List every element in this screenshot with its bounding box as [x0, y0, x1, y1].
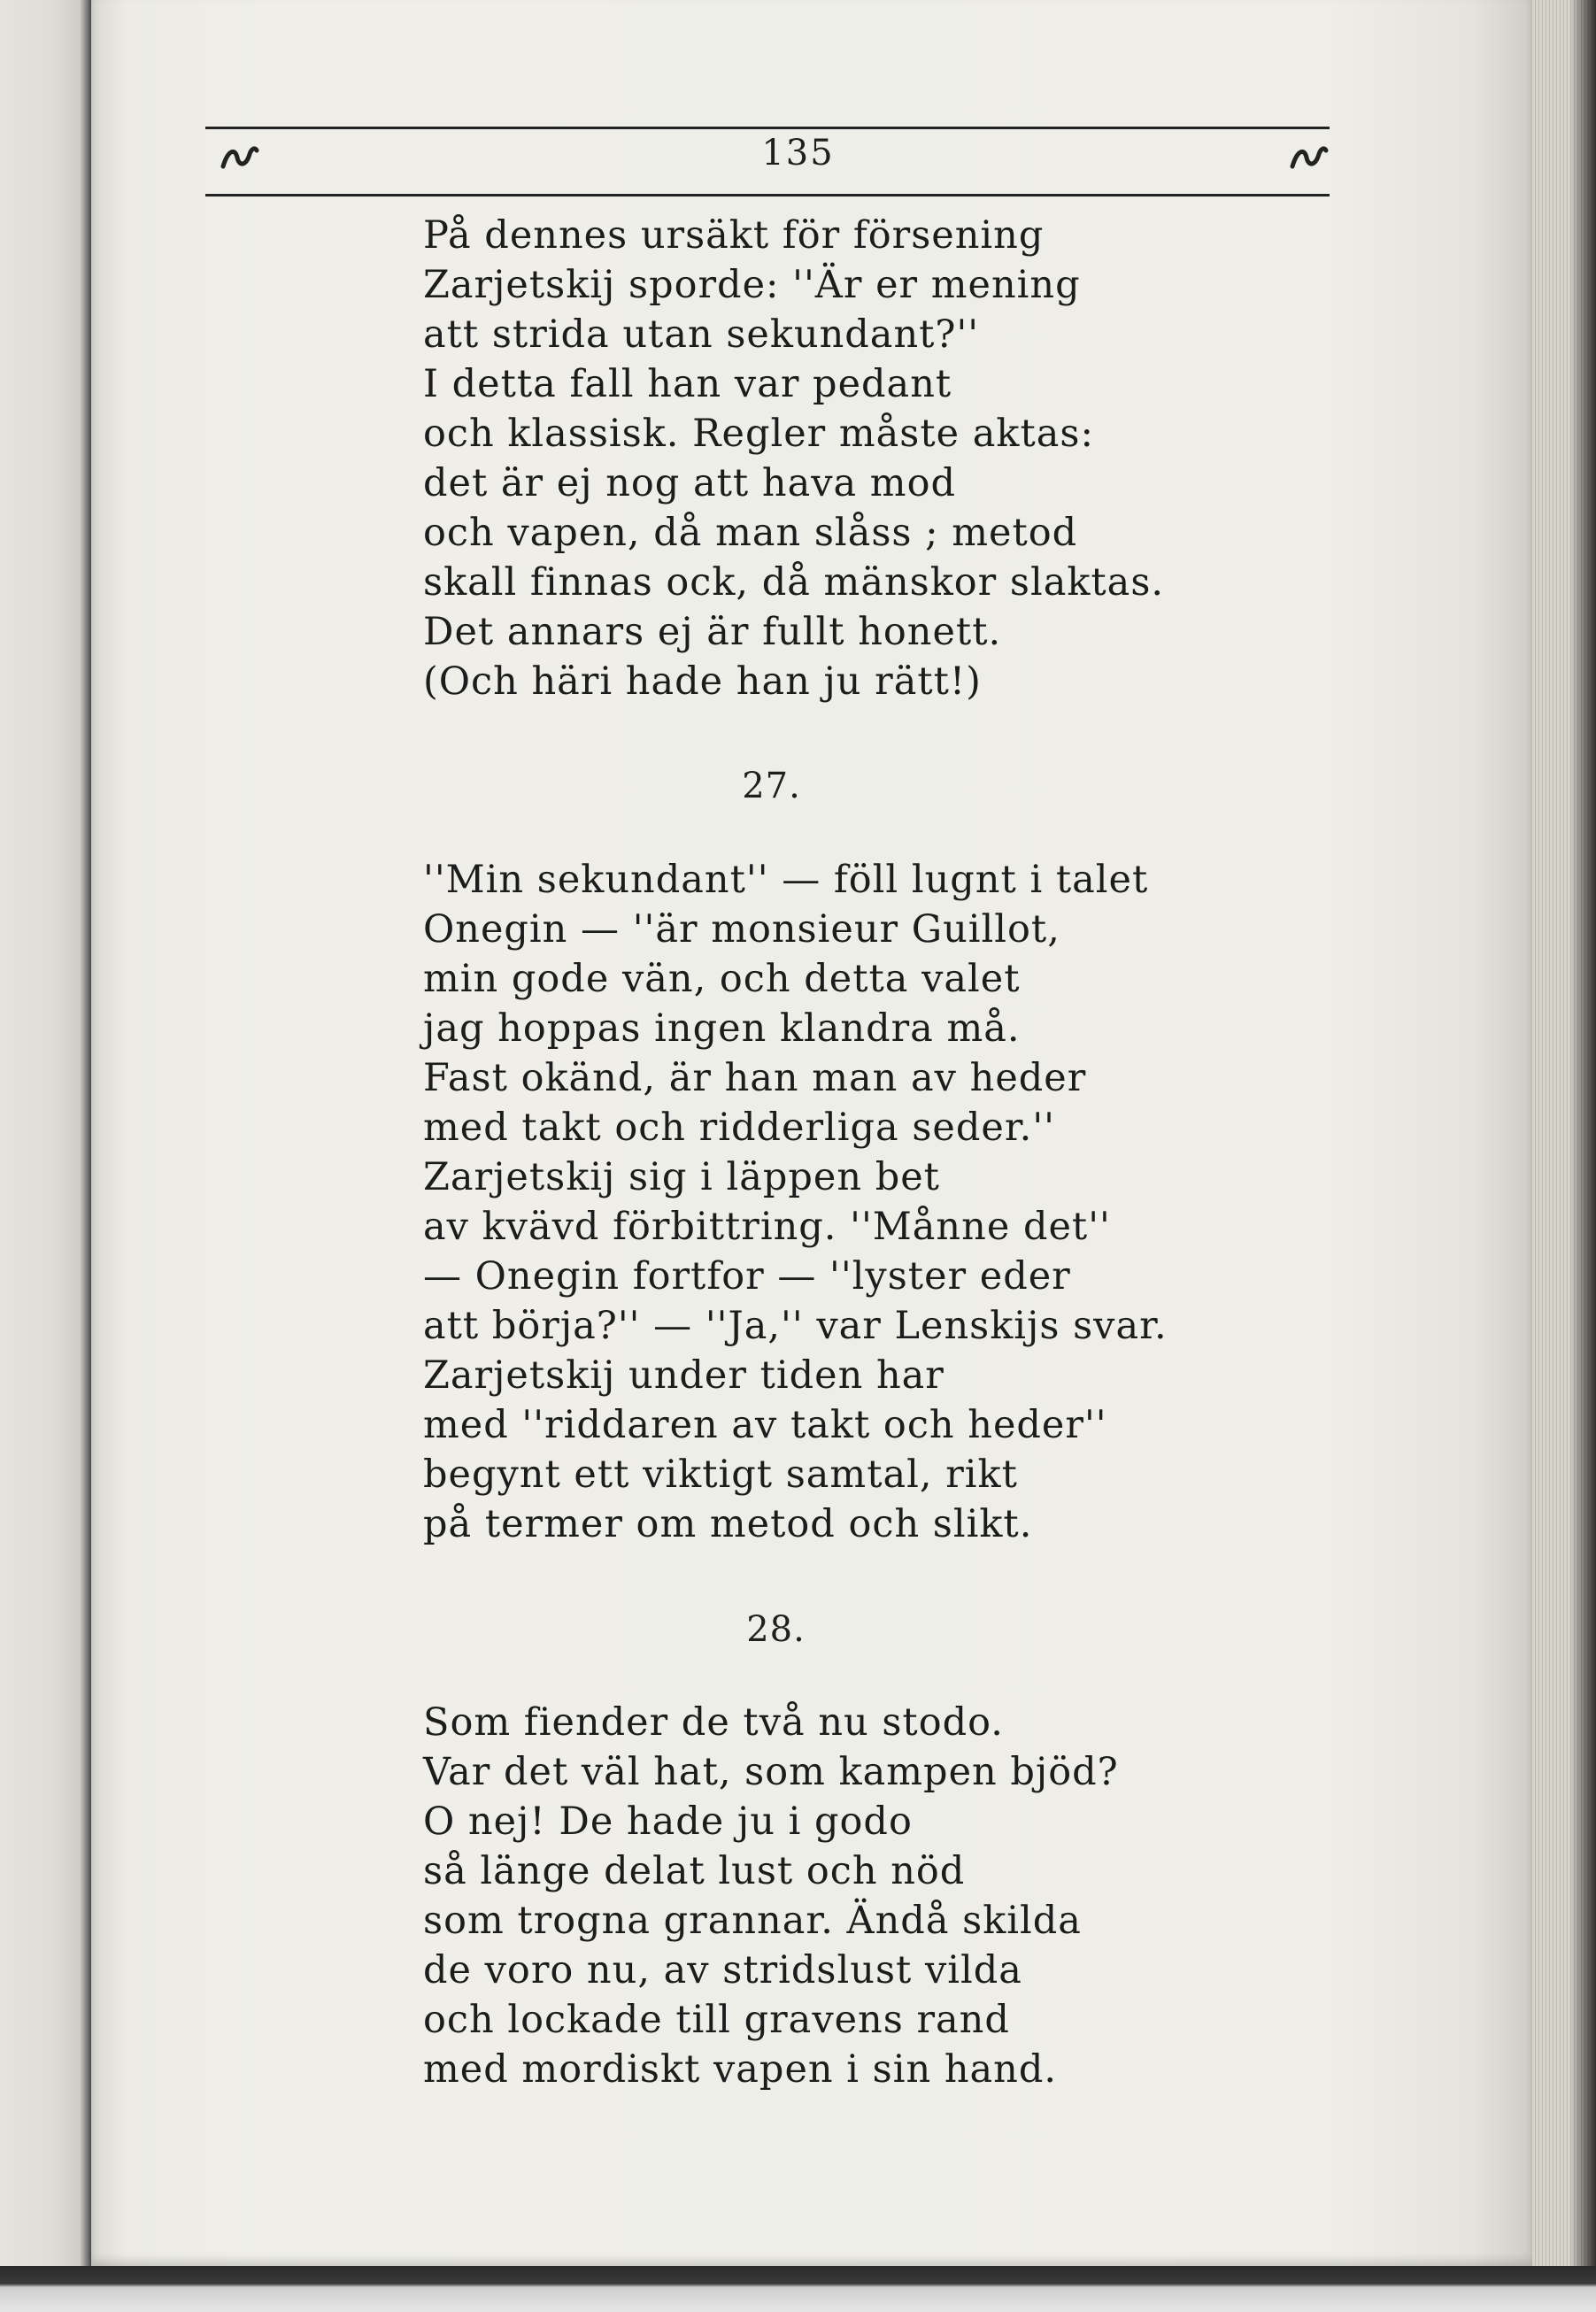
stanza-number: 27.	[742, 766, 801, 806]
verse-line: och vapen, då man slåss ; metod	[423, 511, 1078, 555]
stanza-26	[423, 211, 1308, 706]
verse-line: så länge delat lust och nöd	[423, 1849, 966, 1893]
verse-line: och lockade till gravens rand	[423, 1998, 1010, 2042]
verse-line: Zarjetskij sporde: ''Är er mening	[423, 263, 1081, 307]
verse-line: att börja?'' — ''Ja,'' var Lenskijs svar.	[423, 1304, 1168, 1348]
verse-line: med takt och ridderliga seder.''	[423, 1106, 1055, 1150]
stanza-27	[423, 855, 1308, 1549]
verse-line: och klassisk. Regler måste aktas:	[423, 412, 1094, 456]
verse-line: som trogna grannar. Ändå skilda	[423, 1899, 1082, 1943]
verse-line: Zarjetskij under tiden har	[423, 1353, 944, 1398]
verse-line: Onegin — ''är monsieur Guillot,	[423, 907, 1060, 952]
verse-line: att strida utan sekundant?''	[423, 312, 980, 357]
verse-line: Det annars ej är fullt honett.	[423, 610, 1002, 654]
verse-line: O nej! De hade ju i godo	[423, 1800, 913, 1844]
header-rule-bottom	[205, 194, 1330, 197]
verse-line: Var det väl hat, som kampen bjöd?	[423, 1750, 1119, 1794]
verse-line: med ''riddaren av takt och heder''	[423, 1403, 1107, 1447]
header-rule-top	[205, 127, 1330, 129]
verse-line: — Onegin fortfor — ''lyster eder	[423, 1254, 1071, 1299]
verse-line: min gode vän, och detta valet	[423, 957, 1021, 1001]
stanza-28	[423, 1698, 1308, 2094]
page-stack-edges	[1532, 0, 1596, 2312]
verse-line: de voro nu, av stridslust vilda	[423, 1948, 1022, 1992]
verse-line: Zarjetskij sig i läppen bet	[423, 1155, 940, 1199]
verse-line: skall finnas ock, då mänskor slaktas.	[423, 560, 1165, 605]
verse-line: av kvävd förbittring. ''Månne det''	[423, 1205, 1111, 1249]
verse-line: begynt ett viktigt samtal, rikt	[423, 1453, 1018, 1497]
stanza-number: 28.	[746, 1609, 806, 1650]
verse-line: I detta fall han var pedant	[423, 362, 952, 406]
left-page-edge	[0, 0, 93, 2312]
verse-line: med mordiskt vapen i sin hand.	[423, 2047, 1058, 2092]
verse-line: På dennes ursäkt för försening	[423, 213, 1045, 258]
verse-line: det är ej nog att hava mod	[423, 461, 956, 505]
verse-line: Fast okänd, är han man av heder	[423, 1056, 1087, 1100]
verse-line: (Och häri hade han ju rätt!)	[423, 659, 982, 704]
verse-line: jag hoppas ingen klandra må.	[423, 1006, 1021, 1051]
verse-line: på termer om metod och slikt.	[423, 1502, 1033, 1546]
scan-bottom-edge	[0, 2266, 1596, 2312]
verse-line: ''Min sekundant'' — föll lugnt i talet	[423, 858, 1149, 902]
verse-line: Som fiender de två nu stodo.	[423, 1700, 1004, 1745]
page-number: 135	[761, 133, 835, 173]
